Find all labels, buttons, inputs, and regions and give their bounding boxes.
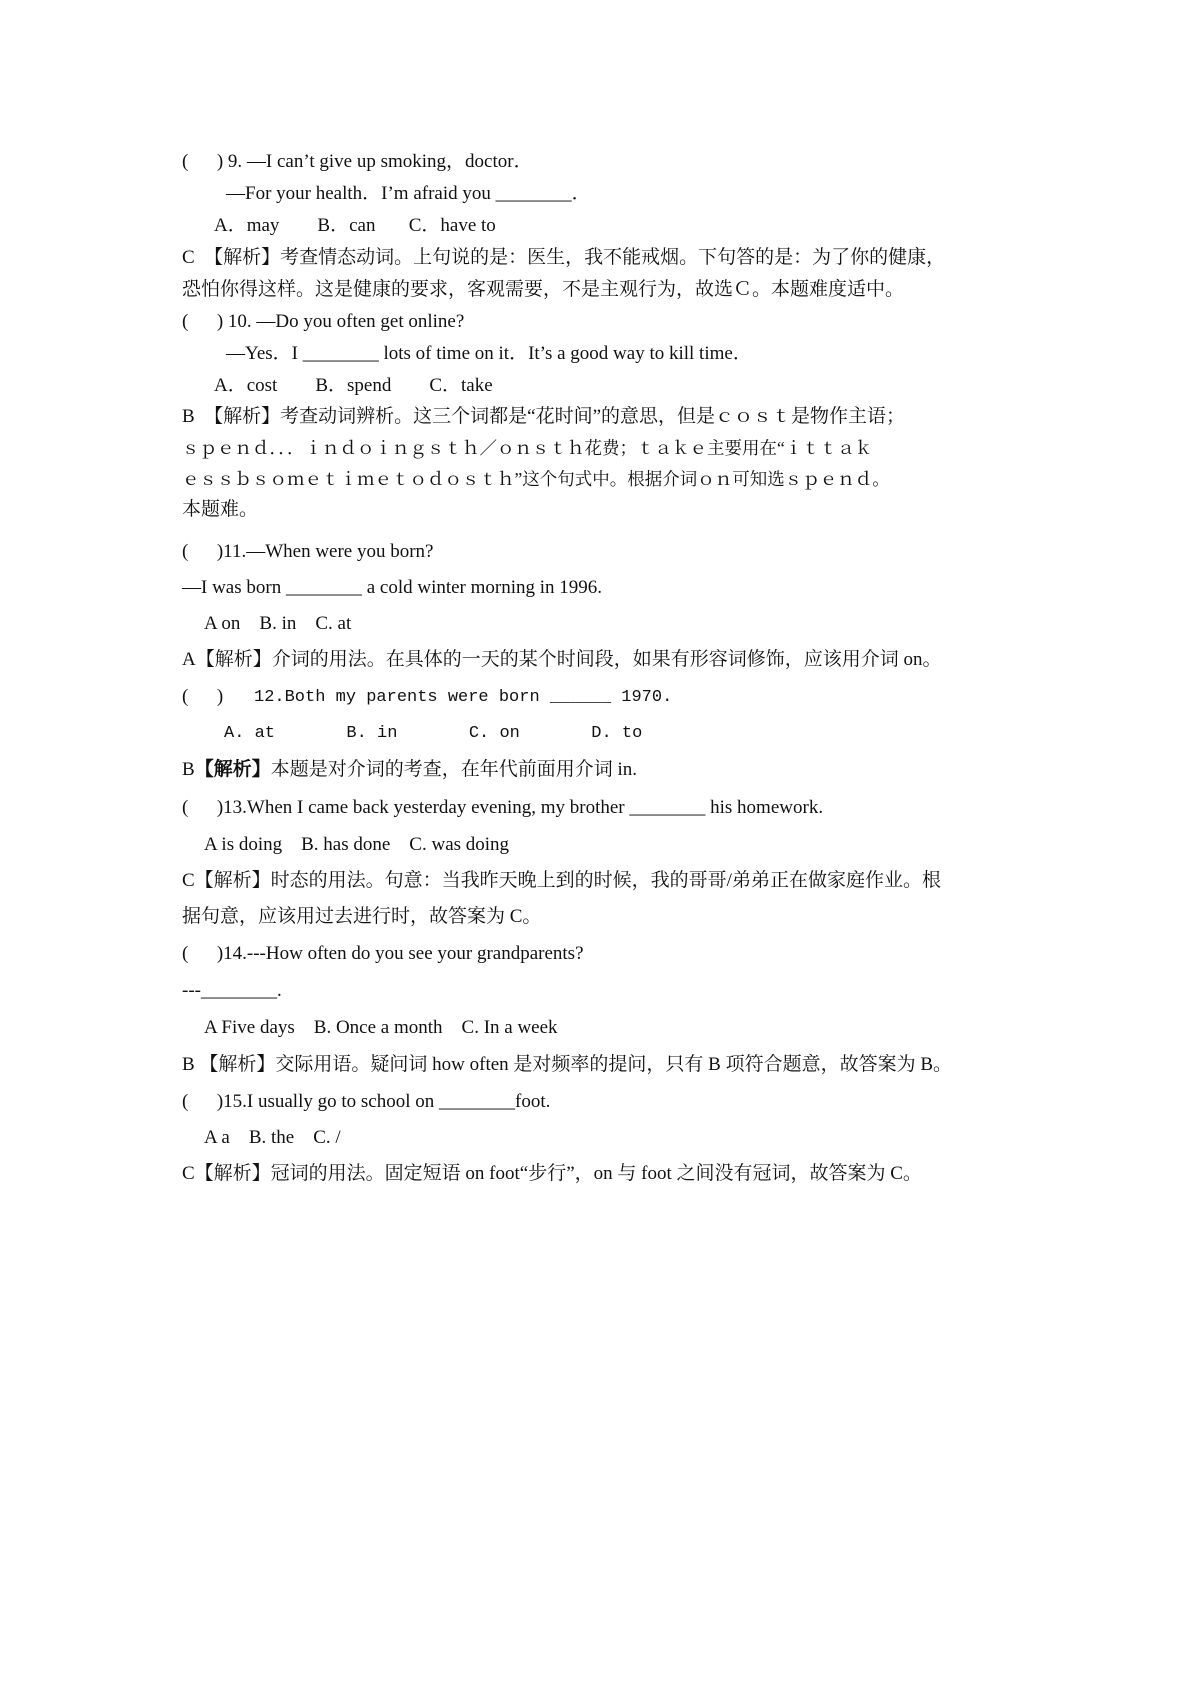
q13-options: A is doing B. has done C. was doing — [204, 834, 510, 855]
q13-analysis-line-2: 据句意，应该用过去进行时，故答案为 C。 — [182, 906, 542, 927]
q14-stem: ( )14.---How often do you see your grandparents? — [182, 943, 584, 964]
q11-analysis: A【解析】介词的用法。在具体的一天的某个时间段，如果有形容词修饰，应该用介词 on。 — [182, 649, 942, 670]
q14-reply: ---________. — [182, 980, 282, 1001]
q10-analysis-line-4: 本题难。 — [182, 499, 259, 520]
q12-analysis — [182, 759, 637, 783]
q12-analysis-tag: 【解析】 — [194, 759, 271, 780]
q12-answer-paren: ( ) — [182, 686, 224, 707]
q10-analysis-line-1: B 【解析】考查动词辨析。这三个词都是“花时间”的意思，但是ｃｏｓｔ是物作主语； — [182, 406, 906, 427]
q14-analysis: B 【解析】交际用语。疑问词 how often 是对频率的提问，只有 B 项符合题意，故答案为 B。 — [182, 1054, 953, 1075]
q9-options: A．may B．can C．have to — [214, 215, 496, 236]
q9-analysis-line-1: C 【解析】考查情态动词。上句说的是：医生，我不能戒烟。下句答的是：为了你的健康， — [182, 247, 946, 268]
q15-stem: ( )15.I usually go to school on ________foot. — [182, 1091, 551, 1112]
q15-options: A a B. the C. / — [204, 1127, 341, 1148]
q15-analysis: C【解析】冠词的用法。固定短语 on foot“步行”，on 与 foot 之间没有冠词，故答案为 C。 — [182, 1163, 922, 1184]
q11-options: A on B. in C. at — [204, 613, 352, 634]
q9-analysis-line-2: 恐怕你得这样。这是健康的要求，客观需要，不是主观行为，故选Ｃ。本题难度适中。 — [182, 279, 905, 300]
q10-reply: —Yes．I ________ lots of time on it．It’s a good way to kill time． — [226, 343, 752, 364]
q10-stem: ( ) 10. —Do you often get online? — [182, 311, 465, 332]
q11-stem: ( )11.—When were you born? — [182, 541, 434, 562]
q13-analysis-line-1: C【解析】时态的用法。句意：当我昨天晚上到的时候，我的哥哥/弟弟正在做家庭作业。根 — [182, 870, 941, 891]
q9-reply: —For your health．I’m afraid you ________． — [226, 183, 591, 204]
q12-stem: 12.Both my parents were born ______ 1970. — [254, 688, 673, 707]
q9-stem: ( ) 9. —I can’t give up smoking，doctor． — [182, 151, 533, 172]
q10-options: A．cost B．spend C．take — [214, 375, 493, 396]
q12-options: A. at B. in C. on D. to — [224, 724, 643, 743]
q10-analysis-line-2: ｓｐｅｎｄ．．．ｉｎｄｏｉｎｇｓｔｈ／ｏｎｓｔｈ花费；ｔａｋｅ主要用在“ｉｔｔａｋ — [182, 438, 873, 458]
q11-reply: —I was born ________ a cold winter morning in 1996. — [182, 577, 603, 598]
q10-analysis-line-3: ｅｓｓｂｓｏｍｅｔｉｍｅｔｏｄｏｓｔｈ”这个句式中。根据介词ｏｎ可知选ｓｐｅｎｄ。 — [182, 469, 890, 489]
q12-answer-letter: B — [182, 759, 195, 780]
q14-options: A Five days B. Once a month C. In a week — [204, 1017, 558, 1038]
q13-stem: ( )13.When I came back yesterday evening, my brother ________ his homework. — [182, 797, 824, 818]
q12-analysis-text: 本题是对介词的考查，在年代前面用介词 in. — [270, 759, 637, 780]
